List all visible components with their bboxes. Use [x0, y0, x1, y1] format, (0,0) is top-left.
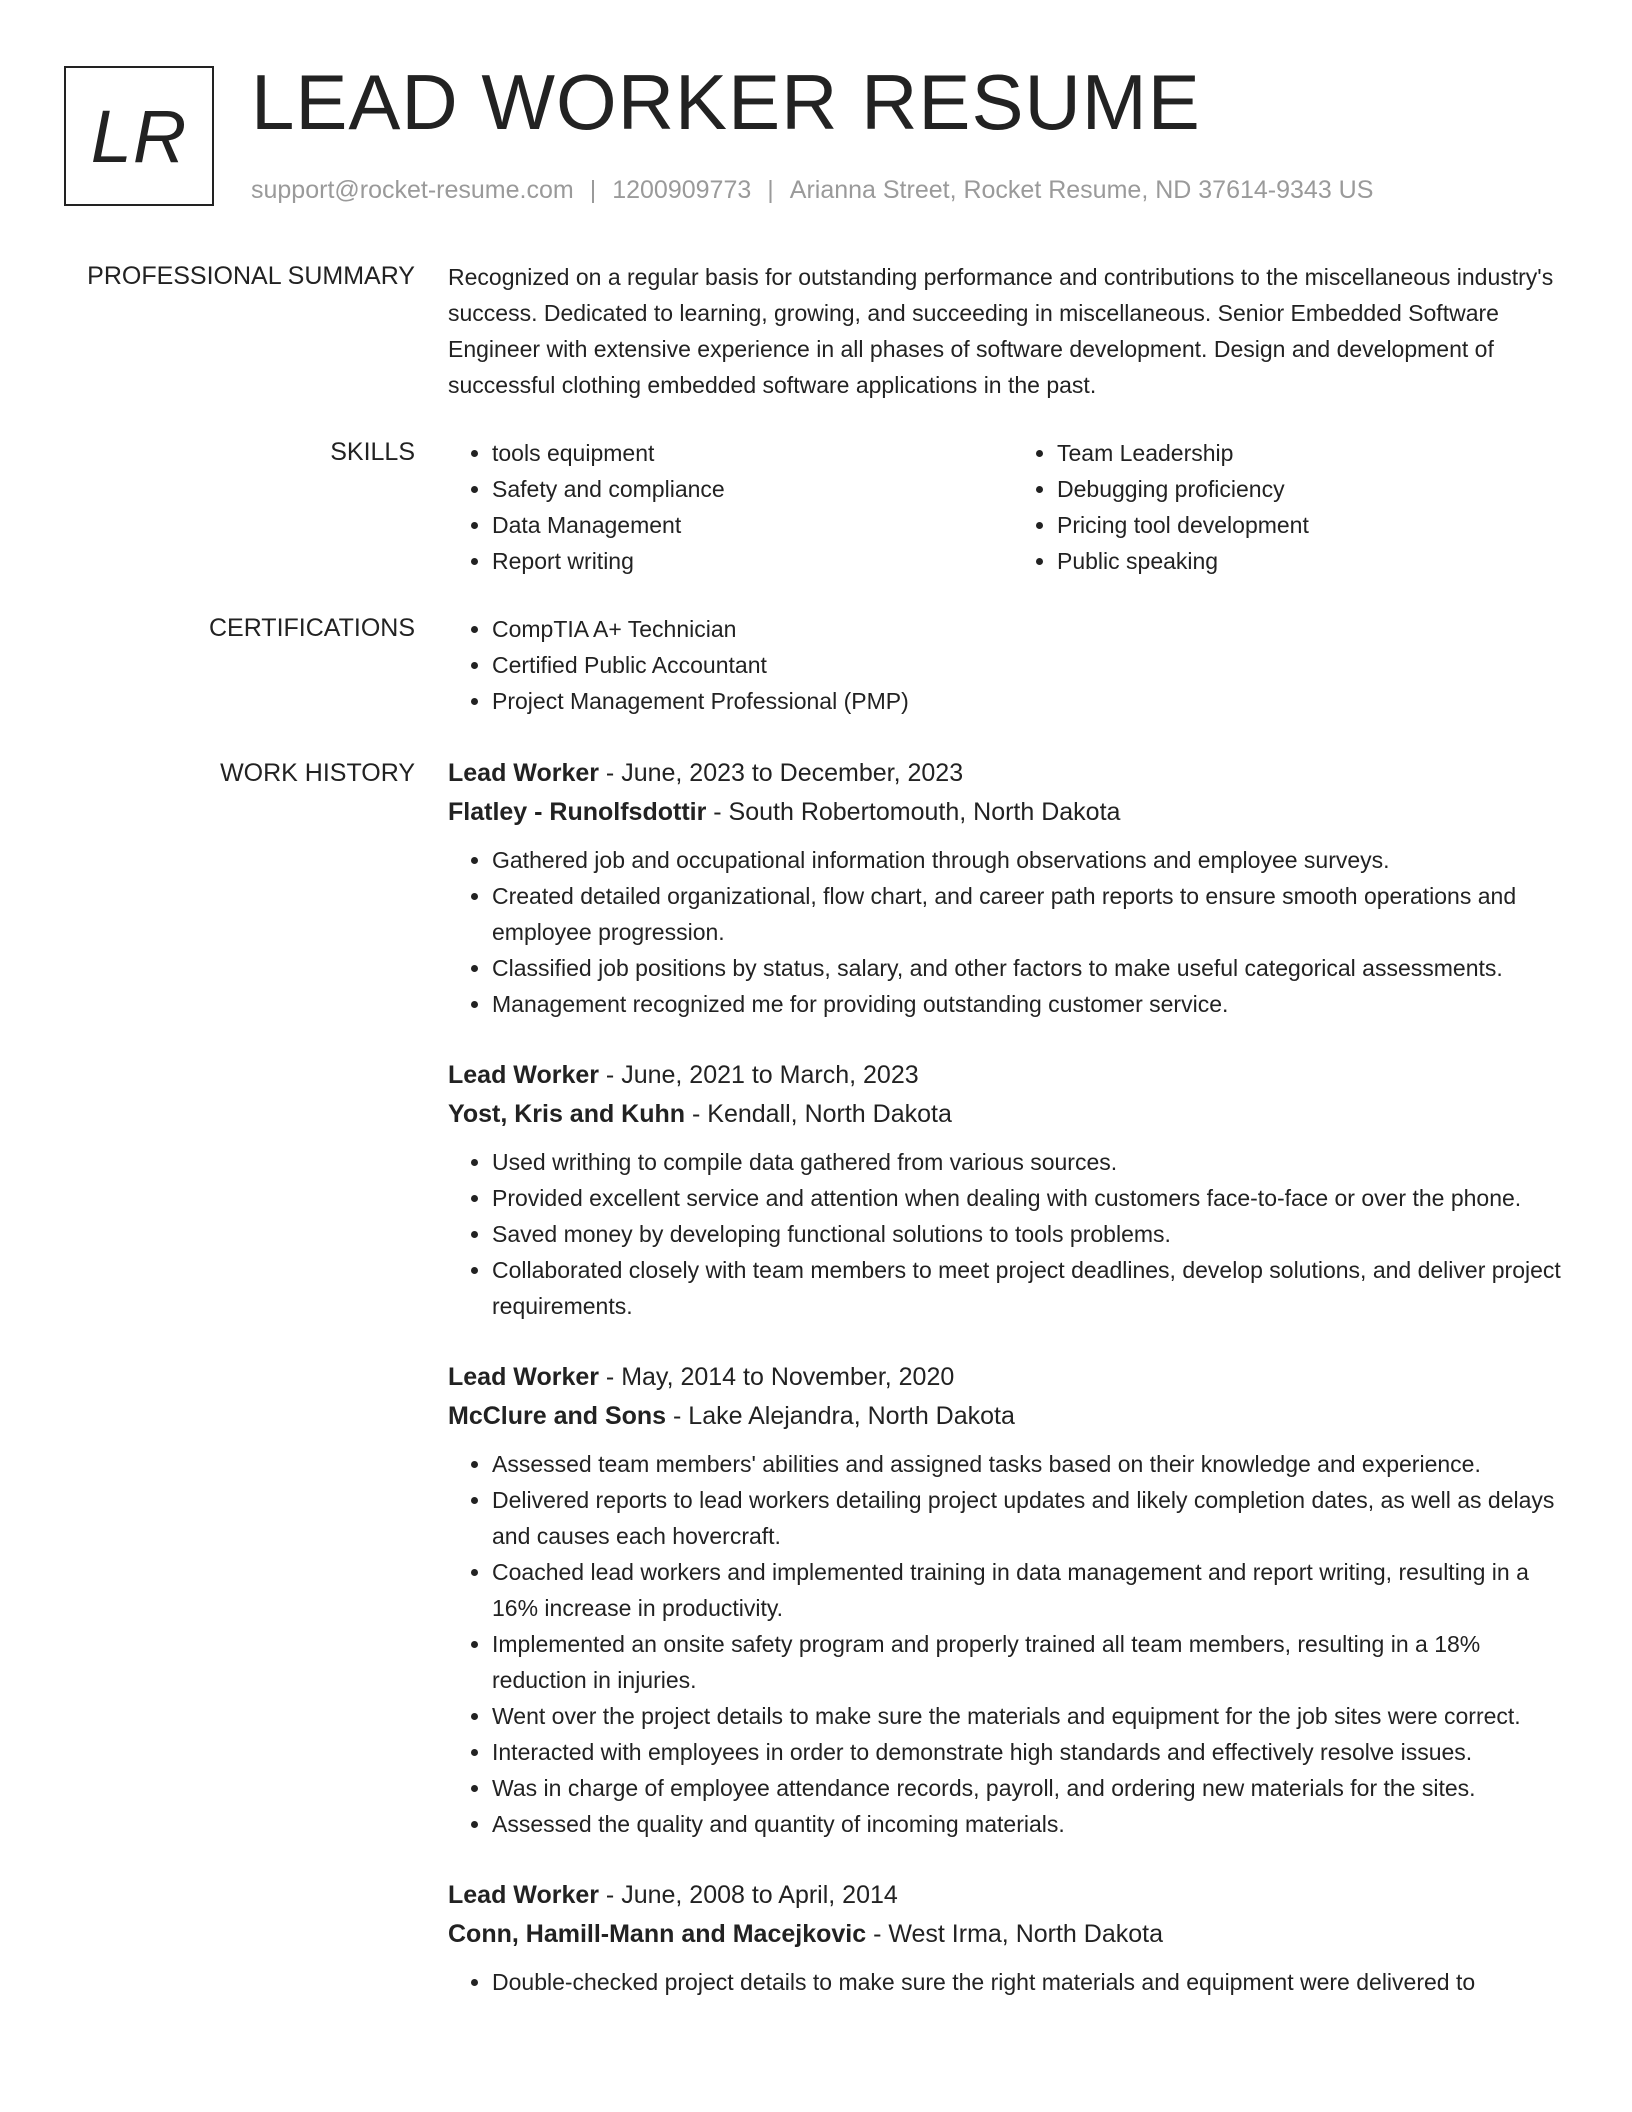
- job-bullet: • Went over the project details to make sure the materials and equipment for the job sites were correct.: [492, 1698, 1578, 1734]
- job-company-line: [448, 793, 1578, 832]
- job-company: McClure and Sons: [448, 1402, 667, 1430]
- job-company-line: [448, 1915, 1578, 1954]
- certification-item: • CompTIA A+ Technician: [492, 611, 1578, 647]
- job-dates: - June, 2023 to December, 2023: [598, 759, 964, 787]
- certification-item: • Project Management Professional (PMP): [492, 683, 1578, 719]
- job-bullet: • Collaborated closely with team members to meet project deadlines, develop solutions, and deliver project requirements.: [492, 1252, 1578, 1324]
- skill-item: • Debugging proficiency: [1057, 471, 1578, 507]
- job-company: Yost, Kris and Kuhn: [448, 1100, 686, 1128]
- summary-label: PROFESSIONAL SUMMARY: [87, 262, 415, 290]
- job-role: Lead Worker: [448, 1881, 599, 1909]
- certifications-list: [448, 611, 1578, 719]
- job-role: Lead Worker: [448, 1061, 599, 1089]
- skills-label: SKILLS: [330, 438, 415, 466]
- job-entry: [448, 1876, 1578, 2000]
- job-company: Flatley - Runolfsdottir: [448, 798, 707, 826]
- resume-title: LEAD WORKER RESUME: [251, 58, 1201, 146]
- job-entry: [448, 1056, 1578, 1324]
- work-history-label: WORK HISTORY: [220, 759, 415, 787]
- contact-address: Arianna Street, Rocket Resume, ND 37614-9343 US: [789, 176, 1374, 204]
- job-title-line: [448, 754, 1578, 793]
- job-company: Conn, Hamill-Mann and Macejkovic: [448, 1920, 867, 1948]
- skills-list-left: [448, 435, 1013, 579]
- job-bullet: • Delivered reports to lead workers detailing project updates and likely completion dates, as well as delays and causes each hovercraft.: [492, 1482, 1578, 1554]
- job-bullet: • Implemented an onsite safety program and properly trained all team members, resulting in a 18% reduction in injuries.: [492, 1626, 1578, 1698]
- certifications-label: CERTIFICATIONS: [208, 614, 415, 642]
- job-bullet: • Management recognized me for providing outstanding customer service.: [492, 986, 1578, 1022]
- skill-item: • Public speaking: [1057, 543, 1578, 579]
- job-bullets: [448, 1446, 1578, 1842]
- job-entry: [448, 1358, 1578, 1842]
- job-bullets: [448, 842, 1578, 1022]
- skill-item: • tools equipment: [492, 435, 1013, 471]
- job-bullet: • Saved money by developing functional solutions to tools problems.: [492, 1216, 1578, 1252]
- initials-monogram: LR: [64, 66, 214, 206]
- job-company-line: [448, 1397, 1578, 1436]
- contact-separator: |: [589, 176, 597, 204]
- job-bullet: • Gathered job and occupational information through observations and employee surveys.: [492, 842, 1578, 878]
- job-dates: - May, 2014 to November, 2020: [598, 1363, 955, 1391]
- job-bullets: [448, 1144, 1578, 1324]
- job-dates: - June, 2008 to April, 2014: [598, 1881, 898, 1909]
- job-title-line: [448, 1876, 1578, 1915]
- job-title-line: [448, 1358, 1578, 1397]
- job-bullets: [448, 1964, 1578, 2000]
- job-bullet: • Was in charge of employee attendance records, payroll, and ordering new materials for the sites.: [492, 1770, 1578, 1806]
- contact-separator: |: [767, 176, 774, 204]
- skill-item: • Data Management: [492, 507, 1013, 543]
- certification-item: • Certified Public Accountant: [492, 647, 1578, 683]
- contact-phone: 1200909773: [612, 176, 752, 204]
- job-bullet: • Coached lead workers and implemented training in data management and report writing, resulting in a 16% increase in productivity.: [492, 1554, 1578, 1626]
- job-location: - West Irma, North Dakota: [866, 1920, 1163, 1948]
- job-bullet: • Assessed the quality and quantity of incoming materials.: [492, 1806, 1578, 1842]
- job-bullet: • Used writhing to compile data gathered from various sources.: [492, 1144, 1578, 1180]
- job-bullet: • Created detailed organizational, flow chart, and career path reports to ensure smooth operations and employee progression.: [492, 878, 1578, 950]
- skill-item: • Team Leadership: [1057, 435, 1578, 471]
- skill-item: • Pricing tool development: [1057, 507, 1578, 543]
- job-bullet: • Assessed team members' abilities and assigned tasks based on their knowledge and experience.: [492, 1446, 1578, 1482]
- contact-email: support@rocket-resume.com: [251, 176, 574, 204]
- job-title-line: [448, 1056, 1578, 1095]
- job-bullet: • Double-checked project details to make sure the right materials and equipment were delivered to: [492, 1964, 1578, 2000]
- job-bullet: • Classified job positions by status, salary, and other factors to make useful categorical assessments.: [492, 950, 1578, 986]
- job-bullet: • Provided excellent service and attention when dealing with customers face-to-face or over the phone.: [492, 1180, 1578, 1216]
- job-location: - South Robertomouth, North Dakota: [706, 798, 1121, 826]
- job-role: Lead Worker: [448, 1363, 599, 1391]
- skill-item: • Report writing: [492, 543, 1013, 579]
- skill-item: • Safety and compliance: [492, 471, 1013, 507]
- skills-list-right: [1013, 435, 1578, 579]
- job-dates: - June, 2021 to March, 2023: [598, 1061, 919, 1089]
- summary-text: Recognized on a regular basis for outstanding performance and contributions to the miscellaneous industry's success. Dedicated to learning, growing, and succeeding in miscellaneous. Senior Embedded Software Engineer with extensive experience in all phases of software development. Design and development of successful clothing embedded software applications in the past.: [448, 264, 1554, 398]
- job-company-line: [448, 1095, 1578, 1134]
- job-location: - Kendall, North Dakota: [685, 1100, 952, 1128]
- job-entry: [448, 754, 1578, 1022]
- job-bullet: • Interacted with employees in order to demonstrate high standards and effectively resolve issues.: [492, 1734, 1578, 1770]
- job-role: Lead Worker: [448, 759, 599, 787]
- contact-line: [251, 174, 1373, 206]
- job-location: - Lake Alejandra, North Dakota: [666, 1402, 1015, 1430]
